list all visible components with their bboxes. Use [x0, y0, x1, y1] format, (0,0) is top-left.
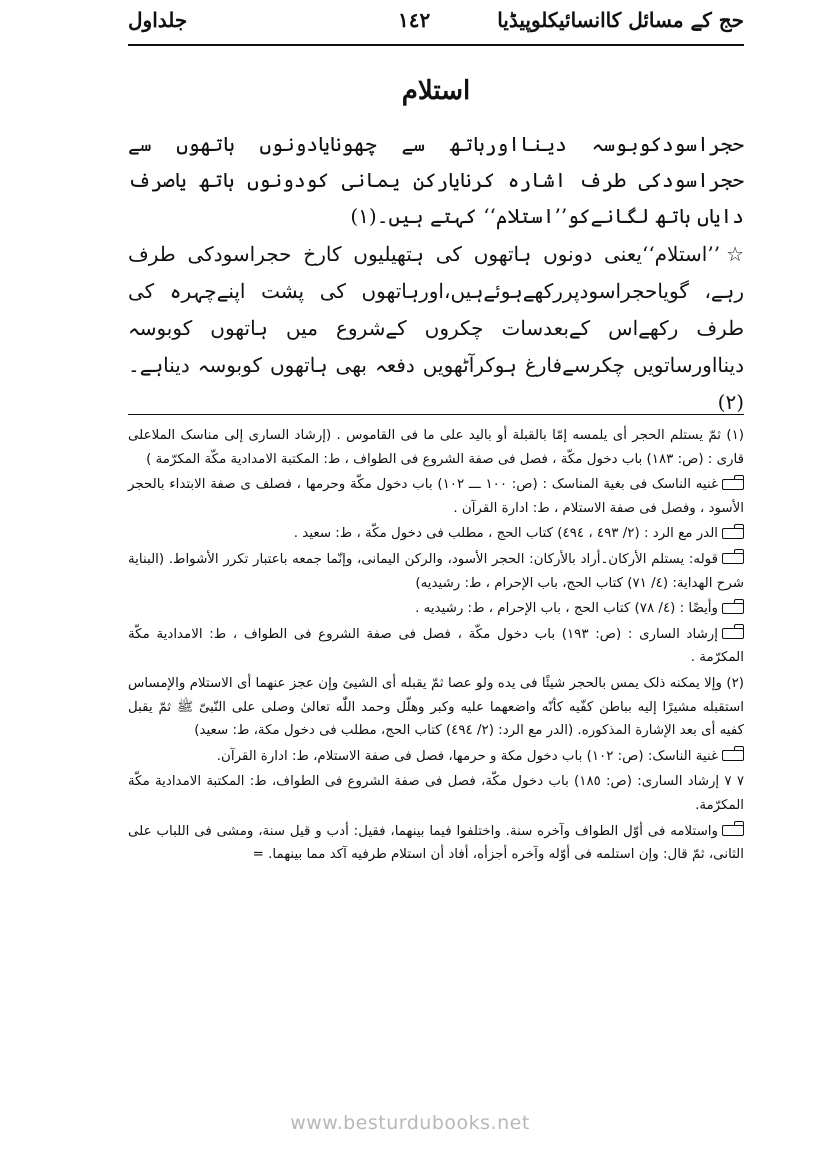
book-icon: [722, 479, 744, 490]
footnote: غنیة الناسک: (ص: ١٠٢) باب دخول مکة و حرمها، فصل فی صفة الاستلام، ط: ادارة القرآن.: [128, 745, 744, 769]
footnote: إرشاد الساری : (ص: ١٩٣) باب دخول مکّة ، فصل فی صفة الشروع فی الطواف ، ط: الامدادیة مکّة المکرّمة .: [128, 626, 744, 666]
book-icon: [722, 528, 744, 539]
footnote: الدر مع الرد : (٢/ ٤٩٣ ، ٤٩٤) کتاب الحج ، مطلب فی دخول مکّة ، ط: سعید .: [128, 522, 744, 546]
book-title: حج کے مسائل کاانسائیکلوپیڈیا: [497, 8, 744, 32]
footnote: قوله: یستلم الأرکان۔أراد بالأرکان: الحجر الأسود، والرکن الیمانی، وإنّما جمعه باعتبار تکرر الأشواط. (البنایة شرح الهدایة: (٤/ ٧١) کتاب الحج، باب الإحرام ، ط: رشیدیه): [128, 551, 744, 591]
paragraph-method: [128, 236, 744, 412]
paragraph-definition: حجراسودکوبوسہ دینااورہاتھ سے چھونایادونوں ہاتھوں سے حجراسودکی طرف اشارہ کرنایارکن یمانی کودونوں ہاتھ یاصرف دایاں ہاتھ لگانےکو’’استلام‘‘ کہتے ہیں۔(۱): [128, 132, 744, 228]
footnote-separator: [128, 414, 744, 415]
book-icon: [722, 628, 744, 639]
footnote: واستلامه فی أوّل الطواف وآخره سنة. واختلفوا فیما بینهما، فقیل: أدب و قیل سنة، ومشی فی اللباب علی الثانی، ثمّ قال: وإن استلمه فی أوّله وآخره أجزأه، أفاد أن استلام طرفیه آکد مما بینهما. =: [128, 823, 744, 863]
star-marker: ☆: [726, 242, 744, 266]
watermark: www.besturdubooks.net: [290, 1112, 530, 1134]
page-header: [128, 6, 744, 42]
section-title: استلام: [401, 76, 471, 106]
book-icon: [722, 603, 744, 614]
footnotes: [128, 424, 744, 869]
book-icon: [722, 553, 744, 564]
book-icon: [722, 750, 744, 761]
page-number: ١٤٢: [398, 8, 431, 32]
footnote: (۱) ثمّ یستلم الحجر أی یلمسه إمّا بالقبلة أو بالید علی ما فی القاموس . (إرشاد الساری إلی مناسک الملاعلی قاری : (ص: ١٨٣) باب دخول مکّة ، فصل فی صفة الشروع فی الطواف ، ط: المکتبة الامدادیة مکّة المکرّمة ): [128, 428, 744, 467]
book-icon: [722, 825, 744, 836]
footnote: ٧ ٧ إرشاد الساری: (ص: ١٨٥) باب دخول مکّة، فصل فی صفة الشروع فی الطواف، ط: المکتبة الامدادیة مکّة المکرّمة.: [128, 774, 745, 813]
volume-label: جلداول: [128, 8, 188, 32]
paragraph-method-text: ’’استلام‘‘یعنی دونوں ہاتھوں کی ہتھیلیوں کارخ حجراسودکی طرف رہے، گویاحجراسودپررکھےہوئےہیں،اورہاتھوں کی پشت اپنےچہرہ کی طرف رکھےاس کےبعدسات چکروں کےشروع میں ہاتھوں کوبوسہ دینااورساتویں چکرسےفارغ ہوکرآٹھویں دفعہ بھی ہاتھوں کوبوسہ دیناہے۔(۲): [128, 242, 744, 414]
footnote: (۲) وإلا یمکنه ذلک یمس بالحجر شیئًا فی یده ولو عصا ثمّ یقبله أی الشیئ وإن عجز عنهما أی الاستلام والإمساس استقبله مشیرًا إلیه بباطن کفّیه کأنّه واضعهما علیه وکبر وهلّل وحمد اللّٰه تعالیٰ وصلی علی النّبیّ ﷺ ثمّ یقبل کفیه أی بعد الإشارة المذکوره. (الدر مع الرد: (٢/ ٤٩٤) کتاب الحج، مطلب فی دخول مکة، ط: سعید): [128, 675, 744, 739]
footnote: غنیه الناسک فی بغیة المناسک : (ص: ١٠٠ ـــ ١٠٢) باب دخول مکّة وحرمها ، فصلف ی صفة الابتداء بالحجر الأسود ، وفصل فی صفة الاستلام ، ط: ادارة القرآن .: [128, 477, 744, 516]
footnote: وأیضًا : (٤/ ٧٨) کتاب الحج ، باب الإحرام ، ط: رشیدیه .: [128, 597, 744, 621]
header-rule: [128, 44, 744, 46]
